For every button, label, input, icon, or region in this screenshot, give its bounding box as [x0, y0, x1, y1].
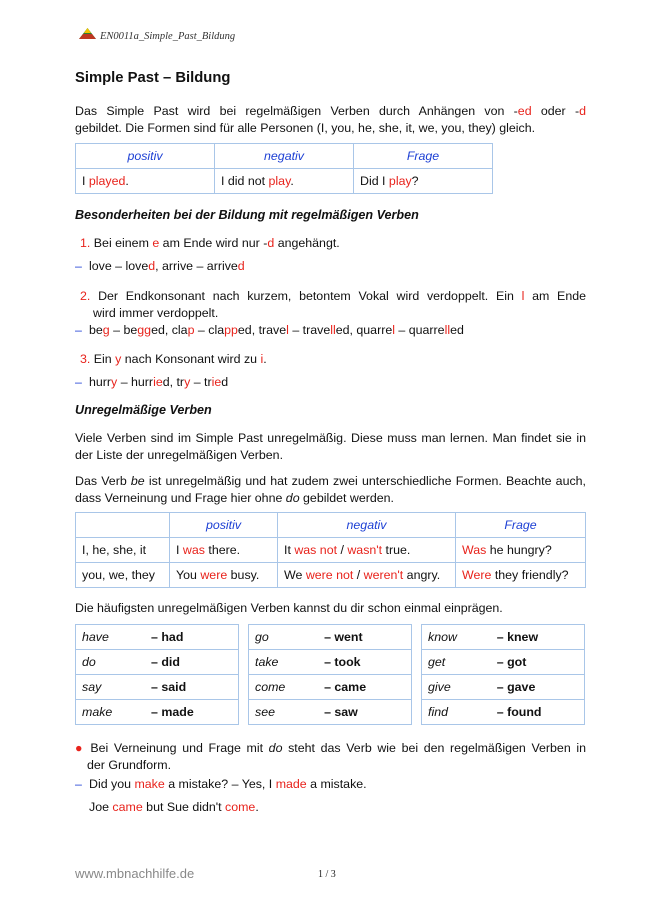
- header-negativ: negativ: [278, 513, 456, 538]
- bullet-note: ● Bei Verneinung und Frage mit do steht das Verb wie bei den regelmäßigen Verben in der Grundform.: [75, 741, 586, 772]
- list-item: have – had: [76, 625, 239, 650]
- footer-website: www.mbnachhilfe.de: [75, 866, 195, 881]
- list-item: make – made: [76, 700, 239, 725]
- cell-negativ: I did not play.: [215, 169, 354, 194]
- cell-frage: Did I play?: [354, 169, 493, 194]
- list-item: come – came: [249, 675, 412, 700]
- list-item: see – saw: [249, 700, 412, 725]
- list-item: take – took: [249, 650, 412, 675]
- rule-1: 1. Bei einem e am Ende wird nur -d angehängt.: [80, 236, 340, 250]
- example-5: Joe came but Sue didn't come.: [89, 800, 259, 814]
- intro-paragraph: Das Simple Past wird bei regelmäßigen Verben durch Anhängen von -ed oder -d gebildet. Die Formen sind für alle Personen (I, you, he, she, it, we, you, they) gleich.: [75, 104, 587, 135]
- regular-verb-table: [75, 143, 493, 194]
- page-title: Simple Past – Bildung: [75, 70, 231, 86]
- be-table: [75, 512, 586, 588]
- table-row: you, we, they You were busy. We were not / weren't angry. Were they friendly?: [76, 563, 586, 588]
- document-id: EN0011a_Simple_Past_Bildung: [100, 31, 236, 42]
- header-empty: [76, 513, 170, 538]
- list-item: go – went: [249, 625, 412, 650]
- common-verbs-intro: Die häufigsten unregelmäßigen Verben kannst du dir schon einmal einprägen.: [75, 601, 503, 615]
- page-number: 1 / 3: [318, 869, 336, 880]
- rule-2: 2. Der Endkonsonant nach kurzem, betontem Vokal wird verdoppelt. Ein l am Ende wird immer verdoppelt.: [80, 289, 586, 320]
- list-item: get – got: [422, 650, 585, 675]
- verb-list-1: [75, 624, 239, 725]
- rule-3: 3. Ein y nach Konsonant wird zu i.: [80, 352, 267, 366]
- table-row: I, he, she, it I was there. It was not / wasn't true. Was he hungry?: [76, 538, 586, 563]
- verb-list-3: [421, 624, 585, 725]
- example-3: – hurry – hurried, try – tried: [75, 375, 229, 389]
- irregular-paragraph: Viele Verben sind im Simple Past unregelmäßig. Diese muss man lernen. Man findet sie in der Liste der unregelmäßigen Verben.: [75, 431, 586, 462]
- header-frage: Frage: [354, 144, 493, 169]
- logo-icon: [79, 28, 96, 40]
- be-paragraph: Das Verb be ist unregelmäßig und hat zudem zwei unterschiedliche Formen. Beachte auch, dass Verneinung und Frage hier ohne do gebildet werden.: [75, 474, 586, 505]
- header-positiv: positiv: [170, 513, 278, 538]
- header-negativ: negativ: [215, 144, 354, 169]
- example-2: – beg – begged, clap – clapped, travel – travelled, quarrel – quarrelled: [75, 323, 464, 337]
- example-1: – love – loved, arrive – arrived: [75, 259, 245, 273]
- cell-positiv: I played.: [76, 169, 215, 194]
- verb-list-2: [248, 624, 412, 725]
- list-item: give – gave: [422, 675, 585, 700]
- section-heading-irregular: Unregelmäßige Verben: [75, 403, 212, 417]
- bullet-icon: ●: [75, 741, 85, 755]
- list-item: know – knew: [422, 625, 585, 650]
- header-frage: Frage: [456, 513, 586, 538]
- example-4: – Did you make a mistake? – Yes, I made a mistake.: [75, 777, 367, 791]
- list-item: say – said: [76, 675, 239, 700]
- list-item: do – did: [76, 650, 239, 675]
- document-header: [79, 28, 235, 42]
- header-positiv: positiv: [76, 144, 215, 169]
- list-item: find – found: [422, 700, 585, 725]
- section-heading-regular: Besonderheiten bei der Bildung mit regelmäßigen Verben: [75, 208, 419, 222]
